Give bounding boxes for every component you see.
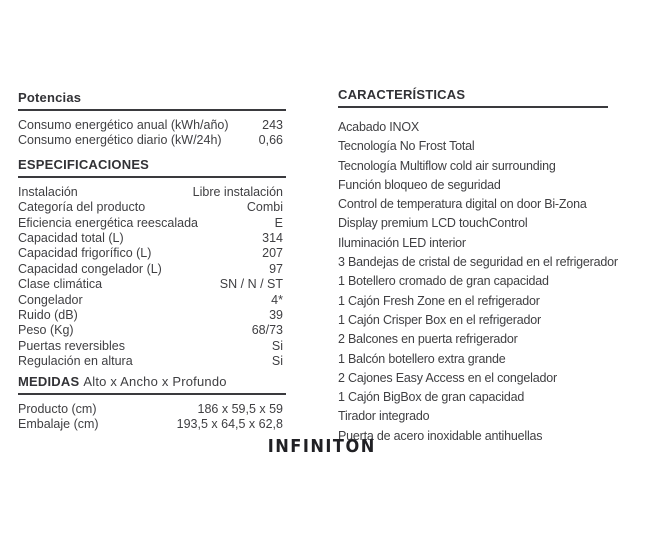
table-row	[18, 293, 286, 308]
table-row	[18, 185, 286, 200]
list-item: 1 Balcón botellero extra grande	[338, 351, 506, 366]
especificaciones-table	[18, 185, 286, 370]
list-item: Control de temperatura digital on door Bi-Zona	[338, 197, 587, 212]
list-item: 3 Bandejas de cristal de seguridad en el refrigerador	[338, 255, 618, 270]
list-item: Tecnología Multiflow cold air surrounding	[338, 158, 556, 173]
list-item: Acabado INOX	[338, 120, 419, 134]
spec-label: Categoría del producto	[18, 200, 146, 215]
list-item: Display premium LCD touchControl	[338, 216, 528, 231]
medidas-table	[18, 402, 286, 433]
spec-value: 193,5 x 64,5 x 62,8	[176, 417, 283, 432]
list-item: 1 Botellero cromado de gran capacidad	[338, 274, 549, 289]
spec-value: 39	[269, 308, 283, 323]
spec-value: Si	[271, 338, 283, 353]
spec-value: 243	[262, 118, 283, 132]
list-item: Función bloqueo de seguridad	[338, 177, 501, 192]
spec-label: Puertas reversibles	[18, 338, 125, 353]
table-row	[18, 246, 286, 261]
table-row	[18, 354, 286, 369]
especificaciones-section-title: ESPECIFICACIONES	[18, 158, 286, 178]
table-row	[18, 262, 286, 277]
list-item: 1 Cajón Crisper Box en el refrigerador	[338, 312, 541, 327]
medidas-title-bold: MEDIDAS	[18, 373, 80, 389]
spec-value: 314	[262, 231, 283, 246]
table-row	[18, 277, 286, 292]
spec-label: Regulación en altura	[18, 354, 133, 369]
spec-label: Embalaje (cm)	[18, 417, 99, 432]
spec-value: 186 x 59,5 x 59	[197, 401, 283, 416]
list-item: 1 Cajón Fresh Zone en el refrigerador	[338, 293, 540, 308]
spec-label: Consumo energético anual (kWh/año)	[18, 118, 229, 132]
spec-label: Peso (Kg)	[18, 323, 74, 338]
table-row	[18, 339, 286, 354]
list-item: Puerta de acero inoxidable antihuellas	[338, 428, 543, 443]
spec-label: Capacidad congelador (L)	[18, 261, 162, 276]
table-row	[18, 323, 286, 338]
spec-value: Libre instalación	[192, 184, 283, 199]
spec-label: Ruido (dB)	[18, 308, 78, 323]
spec-label: Instalación	[18, 184, 78, 199]
spec-value: 207	[262, 246, 283, 261]
table-row	[18, 118, 286, 133]
list-item: 2 Cajones Easy Access en el congelador	[338, 370, 557, 385]
right-column	[338, 88, 638, 446]
table-row	[18, 402, 286, 417]
spec-label: Congelador	[18, 292, 83, 307]
table-row	[18, 308, 286, 323]
spec-label: Consumo energético diario (kW/24h)	[18, 133, 222, 148]
list-item: Iluminación LED interior	[338, 235, 466, 250]
table-row	[18, 417, 286, 432]
spec-value: 68/73	[251, 323, 283, 338]
caracteristicas-list	[338, 118, 638, 446]
spec-label: Clase climática	[18, 277, 103, 292]
spec-value: SN / N / ST	[219, 277, 283, 292]
table-row	[18, 200, 286, 215]
spec-label: Capacidad frigorífico (L)	[18, 246, 152, 261]
list-item: Tirador integrado	[338, 409, 430, 424]
spec-value: 4*	[271, 292, 283, 307]
spec-value: E	[274, 215, 283, 230]
table-row	[18, 231, 286, 246]
potencias-table	[18, 118, 286, 149]
caracteristicas-section-title: CARACTERÍSTICAS	[338, 88, 608, 108]
list-item: 2 Balcones en puerta refrigerador	[338, 332, 518, 347]
spec-value: Combi	[246, 200, 283, 215]
list-item: Tecnología No Frost Total	[338, 139, 475, 154]
left-column	[18, 91, 286, 433]
table-row	[18, 133, 286, 148]
medidas-section-title	[18, 375, 286, 395]
list-item: 1 Cajón BigBox de gran capacidad	[338, 390, 525, 405]
table-row	[18, 216, 286, 231]
spec-value: Si	[271, 354, 283, 369]
spec-value: 0,66	[258, 133, 283, 148]
spec-label: Producto (cm)	[18, 401, 97, 416]
medidas-title-subtitle: Alto x Ancho x Profundo	[83, 373, 227, 389]
spec-value: 97	[269, 261, 283, 276]
spec-label: Capacidad total (L)	[18, 231, 124, 246]
potencias-section-title: Potencias	[18, 91, 286, 111]
infiniton-brand-logo: INFINITON	[267, 436, 376, 457]
spec-label: Eficiencia energética reescalada	[18, 215, 198, 230]
